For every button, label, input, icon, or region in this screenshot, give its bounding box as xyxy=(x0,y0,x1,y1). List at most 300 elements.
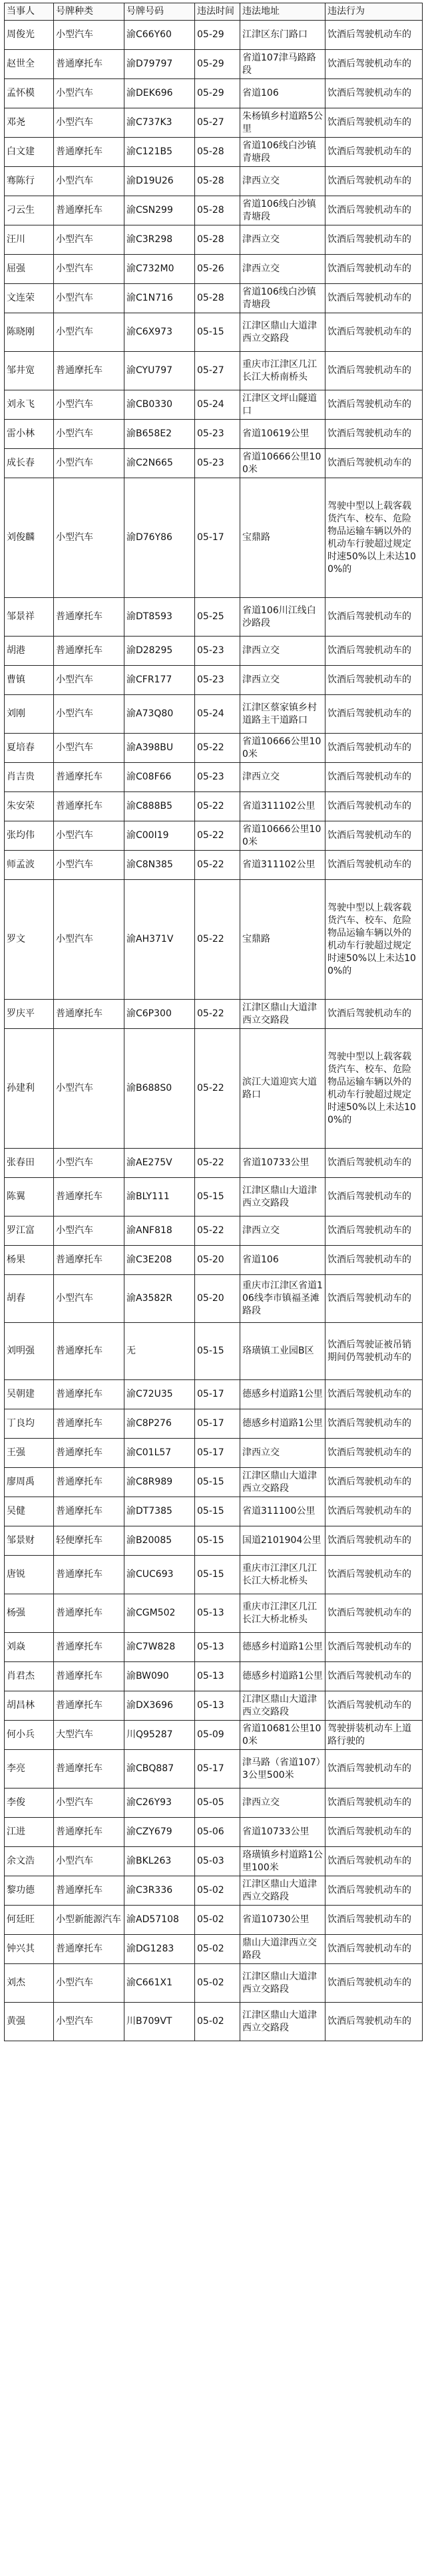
cell-plate-number: 渝D79797 xyxy=(124,50,195,79)
cell-party: 杨强 xyxy=(5,1594,54,1633)
cell-plate-type: 普通摩托车 xyxy=(54,763,124,792)
cell-violation-time: 05-23 xyxy=(195,420,240,449)
cell-violation-address: 省道10733公里 xyxy=(240,1149,325,1178)
table-row xyxy=(5,1721,423,1750)
cell-violation-time: 05-02 xyxy=(195,1876,240,1906)
table-row xyxy=(5,763,423,792)
cell-party: 成长春 xyxy=(5,449,54,478)
table-row xyxy=(5,1275,423,1323)
cell-plate-number: 渝ANF818 xyxy=(124,1216,195,1246)
cell-plate-number: 渝C72U35 xyxy=(124,1380,195,1409)
table-row xyxy=(5,695,423,734)
cell-violation-time: 05-29 xyxy=(195,21,240,50)
cell-plate-type: 小型汽车 xyxy=(54,821,124,851)
cell-violation-address: 津西立交 xyxy=(240,225,325,255)
cell-plate-number: 渝C6X973 xyxy=(124,313,195,352)
cell-party: 肖君杰 xyxy=(5,1662,54,1691)
cell-violation-address: 省道10666公里100米 xyxy=(240,734,325,763)
cell-party: 邹景财 xyxy=(5,1526,54,1556)
cell-plate-number: 渝C2N665 xyxy=(124,449,195,478)
cell-plate-type: 小型汽车 xyxy=(54,734,124,763)
cell-plate-type: 普通摩托车 xyxy=(54,1662,124,1691)
cell-plate-number: 渝C3E208 xyxy=(124,1246,195,1275)
cell-party: 文连荣 xyxy=(5,284,54,313)
cell-plate-number: 渝B658E2 xyxy=(124,420,195,449)
cell-violation-time: 05-05 xyxy=(195,1789,240,1818)
table-row xyxy=(5,1468,423,1497)
cell-plate-type: 小型汽车 xyxy=(54,880,124,1000)
cell-party: 刘俊麟 xyxy=(5,478,54,598)
cell-violation-time: 05-25 xyxy=(195,598,240,637)
cell-violation-time: 05-23 xyxy=(195,763,240,792)
cell-violation-behavior: 饮酒后驾驶机动车的 xyxy=(325,1906,423,1935)
table-row xyxy=(5,1246,423,1275)
cell-plate-number: 渝C121B5 xyxy=(124,138,195,167)
cell-plate-type: 普通摩托车 xyxy=(54,1556,124,1594)
table-row xyxy=(5,637,423,666)
table-row xyxy=(5,851,423,880)
cell-violation-address: 津马路（省道107）3公里500米 xyxy=(240,1750,325,1789)
cell-plate-type: 小型汽车 xyxy=(54,851,124,880)
cell-violation-address: 省道106线白沙镇青塘段 xyxy=(240,196,325,225)
table-row xyxy=(5,50,423,79)
cell-violation-behavior: 饮酒后驾驶证被吊销期间仍驾驶机动车的 xyxy=(325,1323,423,1380)
cell-party: 吴朝建 xyxy=(5,1380,54,1409)
cell-party: 雷小林 xyxy=(5,420,54,449)
cell-violation-behavior: 饮酒后驾驶机动车的 xyxy=(325,792,423,821)
table-row xyxy=(5,1409,423,1439)
table-row xyxy=(5,1964,423,2003)
cell-plate-type: 普通摩托车 xyxy=(54,1594,124,1633)
cell-violation-address: 鼎山大道津西立交路段 xyxy=(240,1935,325,1964)
cell-violation-time: 05-06 xyxy=(195,1818,240,1847)
cell-violation-behavior: 饮酒后驾驶机动车的 xyxy=(325,449,423,478)
cell-violation-behavior: 饮酒后驾驶机动车的 xyxy=(325,1662,423,1691)
cell-plate-type: 小型汽车 xyxy=(54,1789,124,1818)
cell-plate-number: 渝B688S0 xyxy=(124,1029,195,1149)
cell-violation-behavior: 饮酒后驾驶机动车的 xyxy=(325,313,423,352)
cell-party: 张春田 xyxy=(5,1149,54,1178)
cell-violation-time: 05-02 xyxy=(195,1906,240,1935)
cell-plate-type: 小型汽车 xyxy=(54,1847,124,1876)
cell-plate-type: 小型汽车 xyxy=(54,2003,124,2041)
cell-plate-type: 小型汽车 xyxy=(54,1964,124,2003)
cell-violation-time: 05-15 xyxy=(195,1497,240,1526)
cell-party: 胡港 xyxy=(5,637,54,666)
cell-party: 刘刚 xyxy=(5,695,54,734)
cell-plate-type: 小型汽车 xyxy=(54,108,124,138)
cell-violation-address: 珞璜镇工业园B区 xyxy=(240,1323,325,1380)
cell-violation-address: 德感乡村道路1公里 xyxy=(240,1662,325,1691)
cell-violation-behavior: 饮酒后驾驶机动车的 xyxy=(325,196,423,225)
cell-violation-address: 省道107津马路路段 xyxy=(240,50,325,79)
cell-plate-type: 小型汽车 xyxy=(54,695,124,734)
cell-plate-type: 小型汽车 xyxy=(54,1275,124,1323)
cell-plate-number: 川Q95287 xyxy=(124,1721,195,1750)
cell-violation-address: 省道10666公里100米 xyxy=(240,449,325,478)
cell-plate-number: 渝CUC693 xyxy=(124,1556,195,1594)
table-row xyxy=(5,1178,423,1216)
cell-plate-type: 普通摩托车 xyxy=(54,1691,124,1721)
cell-violation-behavior: 饮酒后驾驶机动车的 xyxy=(325,420,423,449)
cell-plate-number: 渝C26Y93 xyxy=(124,1789,195,1818)
cell-violation-behavior: 饮酒后驾驶机动车的 xyxy=(325,50,423,79)
table-row xyxy=(5,1594,423,1633)
cell-violation-time: 05-22 xyxy=(195,1216,240,1246)
cell-violation-time: 05-27 xyxy=(195,352,240,390)
cell-violation-address: 重庆市江津区几江长江大桥北桥头 xyxy=(240,1556,325,1594)
cell-violation-time: 05-24 xyxy=(195,695,240,734)
cell-party: 朱安荣 xyxy=(5,792,54,821)
table-row xyxy=(5,1750,423,1789)
cell-party: 杨果 xyxy=(5,1246,54,1275)
cell-plate-type: 普通摩托车 xyxy=(54,637,124,666)
cell-plate-number: 渝C737K3 xyxy=(124,108,195,138)
table-row xyxy=(5,1149,423,1178)
cell-party: 邹井宽 xyxy=(5,352,54,390)
cell-violation-time: 05-22 xyxy=(195,734,240,763)
cell-plate-number: 渝C3R336 xyxy=(124,1876,195,1906)
cell-violation-address: 省道106线白沙镇青塘段 xyxy=(240,284,325,313)
cell-violation-address: 江津区鼎山大道津西立交路段 xyxy=(240,1178,325,1216)
cell-violation-behavior: 饮酒后驾驶机动车的 xyxy=(325,167,423,196)
cell-plate-number: 渝A3582R xyxy=(124,1275,195,1323)
cell-violation-time: 05-24 xyxy=(195,390,240,420)
cell-violation-behavior: 饮酒后驾驶机动车的 xyxy=(325,108,423,138)
table-row xyxy=(5,79,423,108)
cell-violation-address: 津西立交 xyxy=(240,666,325,695)
cell-violation-time: 05-22 xyxy=(195,821,240,851)
cell-violation-address: 津西立交 xyxy=(240,255,325,284)
cell-plate-number: 渝C8N385 xyxy=(124,851,195,880)
table-row xyxy=(5,352,423,390)
cell-plate-number: 渝CFR177 xyxy=(124,666,195,695)
cell-plate-type: 普通摩托车 xyxy=(54,138,124,167)
cell-violation-time: 05-20 xyxy=(195,1246,240,1275)
cell-violation-time: 05-13 xyxy=(195,1691,240,1721)
cell-violation-time: 05-26 xyxy=(195,255,240,284)
cell-party: 罗庆平 xyxy=(5,1000,54,1029)
cell-party: 夏培春 xyxy=(5,734,54,763)
cell-plate-number: 渝C8R989 xyxy=(124,1468,195,1497)
cell-plate-number: 渝A398BU xyxy=(124,734,195,763)
cell-violation-behavior: 饮酒后驾驶机动车的 xyxy=(325,1409,423,1439)
cell-violation-behavior: 饮酒后驾驶机动车的 xyxy=(325,1633,423,1662)
cell-plate-number: 渝BLY111 xyxy=(124,1178,195,1216)
cell-party: 李俊 xyxy=(5,1789,54,1818)
table-row xyxy=(5,108,423,138)
table-row xyxy=(5,1691,423,1721)
cell-violation-address: 江津区鼎山大道津西立交路段 xyxy=(240,1876,325,1906)
cell-plate-number: 渝C01L57 xyxy=(124,1439,195,1468)
cell-violation-time: 05-28 xyxy=(195,138,240,167)
table-row xyxy=(5,1818,423,1847)
cell-party: 肖吉贵 xyxy=(5,763,54,792)
cell-plate-number: 渝DG1283 xyxy=(124,1935,195,1964)
table-row xyxy=(5,1497,423,1526)
table-row xyxy=(5,284,423,313)
cell-party: 何小兵 xyxy=(5,1721,54,1750)
cell-plate-type: 普通摩托车 xyxy=(54,1468,124,1497)
cell-plate-type: 小型汽车 xyxy=(54,420,124,449)
table-row xyxy=(5,1906,423,1935)
table-row xyxy=(5,478,423,598)
cell-plate-type: 普通摩托车 xyxy=(54,1323,124,1380)
cell-party: 丁良均 xyxy=(5,1409,54,1439)
cell-plate-type: 小型汽车 xyxy=(54,313,124,352)
cell-plate-number: 渝B20085 xyxy=(124,1526,195,1556)
cell-violation-address: 滨江大道迎宾大道路口 xyxy=(240,1029,325,1149)
cell-plate-type: 小型新能源汽车 xyxy=(54,1906,124,1935)
cell-violation-behavior: 饮酒后驾驶机动车的 xyxy=(325,1275,423,1323)
cell-violation-time: 05-17 xyxy=(195,1380,240,1409)
cell-violation-address: 德感乡村道路1公里 xyxy=(240,1409,325,1439)
table-row xyxy=(5,1439,423,1468)
cell-violation-time: 05-29 xyxy=(195,79,240,108)
cell-party: 孙建利 xyxy=(5,1029,54,1149)
cell-party: 屈强 xyxy=(5,255,54,284)
cell-plate-number: 渝CB0330 xyxy=(124,390,195,420)
cell-violation-behavior: 饮酒后驾驶机动车的 xyxy=(325,851,423,880)
table-body xyxy=(5,21,423,2041)
cell-plate-type: 普通摩托车 xyxy=(54,352,124,390)
cell-violation-time: 05-23 xyxy=(195,449,240,478)
cell-violation-behavior: 驾驶中型以上载客载货汽车、校车、危险物品运输车辆以外的机动车行驶超过规定时速50%以上未达100%的 xyxy=(325,1029,423,1149)
cell-violation-address: 宝鼎路 xyxy=(240,478,325,598)
cell-violation-behavior: 饮酒后驾驶机动车的 xyxy=(325,2003,423,2041)
table-row xyxy=(5,255,423,284)
cell-violation-address: 重庆市江津区几江长江大桥北桥头 xyxy=(240,1594,325,1633)
cell-violation-time: 05-15 xyxy=(195,1526,240,1556)
cell-violation-behavior: 饮酒后驾驶机动车的 xyxy=(325,284,423,313)
cell-plate-type: 小型汽车 xyxy=(54,167,124,196)
cell-violation-behavior: 饮酒后驾驶机动车的 xyxy=(325,1149,423,1178)
cell-plate-number: 渝C7W828 xyxy=(124,1633,195,1662)
cell-plate-type: 小型汽车 xyxy=(54,1216,124,1246)
table-row xyxy=(5,313,423,352)
cell-plate-type: 普通摩托车 xyxy=(54,1246,124,1275)
cell-violation-behavior: 饮酒后驾驶机动车的 xyxy=(325,390,423,420)
cell-violation-behavior: 饮酒后驾驶机动车的 xyxy=(325,225,423,255)
cell-plate-number: 渝C732M0 xyxy=(124,255,195,284)
cell-plate-number: 渝BKL263 xyxy=(124,1847,195,1876)
table-row xyxy=(5,821,423,851)
table-row xyxy=(5,138,423,167)
cell-party: 白文建 xyxy=(5,138,54,167)
table-row xyxy=(5,1633,423,1662)
cell-plate-number: 渝DT8593 xyxy=(124,598,195,637)
cell-violation-behavior: 饮酒后驾驶机动车的 xyxy=(325,666,423,695)
cell-plate-type: 小型汽车 xyxy=(54,255,124,284)
cell-plate-type: 普通摩托车 xyxy=(54,1178,124,1216)
cell-party: 张均伟 xyxy=(5,821,54,851)
cell-violation-address: 省道10666公里100米 xyxy=(240,821,325,851)
cell-violation-time: 05-15 xyxy=(195,1556,240,1594)
cell-party: 邓尧 xyxy=(5,108,54,138)
cell-plate-type: 小型汽车 xyxy=(54,79,124,108)
table-row xyxy=(5,1789,423,1818)
cell-party: 孟怀模 xyxy=(5,79,54,108)
cell-violation-address: 省道311100公里 xyxy=(240,1497,325,1526)
cell-violation-address: 江津区鼎山大道津西立交路段 xyxy=(240,313,325,352)
cell-party: 胡昌林 xyxy=(5,1691,54,1721)
table-row xyxy=(5,1216,423,1246)
table-row xyxy=(5,734,423,763)
cell-violation-behavior: 饮酒后驾驶机动车的 xyxy=(325,1691,423,1721)
cell-violation-time: 05-03 xyxy=(195,1847,240,1876)
cell-violation-address: 珞璜镇乡村道路1公里100米 xyxy=(240,1847,325,1876)
cell-plate-type: 轻便摩托车 xyxy=(54,1526,124,1556)
cell-party: 李亮 xyxy=(5,1750,54,1789)
cell-violation-time: 05-28 xyxy=(195,167,240,196)
cell-violation-address: 省道10619公里 xyxy=(240,420,325,449)
cell-plate-number: 渝CGM502 xyxy=(124,1594,195,1633)
cell-plate-number: 川B709VT xyxy=(124,2003,195,2041)
cell-violation-behavior: 饮酒后驾驶机动车的 xyxy=(325,1439,423,1468)
cell-party: 刁云生 xyxy=(5,196,54,225)
cell-violation-behavior: 饮酒后驾驶机动车的 xyxy=(325,1380,423,1409)
cell-violation-address: 省道106川江线白沙路段 xyxy=(240,598,325,637)
cell-party: 何廷旺 xyxy=(5,1906,54,1935)
cell-violation-address: 江津区鼎山大道津西立交路段 xyxy=(240,1964,325,2003)
cell-plate-type: 普通摩托车 xyxy=(54,1439,124,1468)
cell-violation-time: 05-13 xyxy=(195,1662,240,1691)
cell-plate-number: 渝DT7385 xyxy=(124,1497,195,1526)
table-row xyxy=(5,1323,423,1380)
table-row xyxy=(5,666,423,695)
cell-violation-behavior: 饮酒后驾驶机动车的 xyxy=(325,734,423,763)
cell-violation-behavior: 饮酒后驾驶机动车的 xyxy=(325,1750,423,1789)
cell-party: 陈翼 xyxy=(5,1178,54,1216)
cell-violation-address: 津西立交 xyxy=(240,1439,325,1468)
table-row xyxy=(5,1029,423,1149)
cell-party: 刘焱 xyxy=(5,1633,54,1662)
cell-violation-behavior: 饮酒后驾驶机动车的 xyxy=(325,255,423,284)
table-row xyxy=(5,1526,423,1556)
cell-plate-type: 小型汽车 xyxy=(54,21,124,50)
cell-plate-number: 渝BW090 xyxy=(124,1662,195,1691)
cell-violation-behavior: 饮酒后驾驶机动车的 xyxy=(325,1497,423,1526)
table-row xyxy=(5,21,423,50)
cell-plate-number: 渝CBQ887 xyxy=(124,1750,195,1789)
cell-violation-time: 05-28 xyxy=(195,196,240,225)
cell-violation-address: 津西立交 xyxy=(240,1789,325,1818)
cell-violation-address: 省道10681公里100米 xyxy=(240,1721,325,1750)
cell-plate-number: 渝AE275V xyxy=(124,1149,195,1178)
cell-violation-address: 省道10730公里 xyxy=(240,1906,325,1935)
cell-plate-type: 大型汽车 xyxy=(54,1721,124,1750)
cell-violation-time: 05-02 xyxy=(195,1964,240,2003)
cell-party: 胡春 xyxy=(5,1275,54,1323)
header-party: 当事人 xyxy=(5,3,54,21)
cell-plate-number: 渝C888B5 xyxy=(124,792,195,821)
cell-party: 廖周禹 xyxy=(5,1468,54,1497)
cell-violation-behavior: 饮酒后驾驶机动车的 xyxy=(325,1468,423,1497)
cell-violation-behavior: 饮酒后驾驶机动车的 xyxy=(325,21,423,50)
cell-party: 钟兴其 xyxy=(5,1935,54,1964)
cell-violation-behavior: 驾驶拼装机动车上道路行驶的 xyxy=(325,1721,423,1750)
cell-party: 江进 xyxy=(5,1818,54,1847)
cell-plate-type: 普通摩托车 xyxy=(54,792,124,821)
cell-party: 王强 xyxy=(5,1439,54,1468)
cell-plate-type: 普通摩托车 xyxy=(54,1497,124,1526)
cell-violation-address: 江津区鼎山大道津西立交路段 xyxy=(240,1468,325,1497)
table-row xyxy=(5,420,423,449)
cell-violation-address: 江津区文坪山隧道口 xyxy=(240,390,325,420)
cell-plate-number: 渝D28295 xyxy=(124,637,195,666)
cell-plate-type: 小型汽车 xyxy=(54,284,124,313)
table-row xyxy=(5,225,423,255)
cell-plate-number: 渝DEK696 xyxy=(124,79,195,108)
cell-violation-address: 江津区鼎山大道津西立交路段 xyxy=(240,1000,325,1029)
cell-plate-number: 渝AH371V xyxy=(124,880,195,1000)
cell-plate-number: 渝CZY679 xyxy=(124,1818,195,1847)
cell-violation-behavior: 饮酒后驾驶机动车的 xyxy=(325,1847,423,1876)
cell-violation-behavior: 驾驶中型以上载客载货汽车、校车、危险物品运输车辆以外的机动车行驶超过规定时速50%以上未达100%的 xyxy=(325,880,423,1000)
cell-plate-number: 无 xyxy=(124,1323,195,1380)
table-row xyxy=(5,1556,423,1594)
cell-plate-type: 小型汽车 xyxy=(54,390,124,420)
header-violation-address: 违法地址 xyxy=(240,3,325,21)
cell-violation-time: 05-17 xyxy=(195,478,240,598)
cell-violation-behavior: 饮酒后驾驶机动车的 xyxy=(325,79,423,108)
cell-violation-time: 05-15 xyxy=(195,313,240,352)
cell-violation-time: 05-22 xyxy=(195,1149,240,1178)
cell-violation-address: 朱杨镇乡村道路5公里 xyxy=(240,108,325,138)
header-plate-type: 号牌种类 xyxy=(54,3,124,21)
cell-violation-address: 省道106 xyxy=(240,1246,325,1275)
cell-violation-time: 05-29 xyxy=(195,50,240,79)
cell-plate-type: 普通摩托车 xyxy=(54,1818,124,1847)
table-row xyxy=(5,167,423,196)
cell-violation-time: 05-23 xyxy=(195,637,240,666)
cell-violation-time: 05-15 xyxy=(195,1178,240,1216)
cell-party: 汪川 xyxy=(5,225,54,255)
cell-plate-number: 渝D76Y86 xyxy=(124,478,195,598)
cell-violation-time: 05-15 xyxy=(195,1323,240,1380)
cell-violation-behavior: 饮酒后驾驶机动车的 xyxy=(325,1246,423,1275)
table-row xyxy=(5,598,423,637)
cell-party: 刘永飞 xyxy=(5,390,54,420)
cell-violation-time: 05-22 xyxy=(195,1000,240,1029)
cell-violation-behavior: 驾驶中型以上载客载货汽车、校车、危险物品运输车辆以外的机动车行驶超过规定时速50%以上未达100%的 xyxy=(325,478,423,598)
cell-plate-number: 渝D19U26 xyxy=(124,167,195,196)
cell-plate-type: 普通摩托车 xyxy=(54,1876,124,1906)
cell-plate-number: 渝C1N716 xyxy=(124,284,195,313)
cell-violation-behavior: 饮酒后驾驶机动车的 xyxy=(325,1964,423,2003)
cell-party: 师孟波 xyxy=(5,851,54,880)
cell-violation-address: 津西立交 xyxy=(240,637,325,666)
cell-violation-behavior: 饮酒后驾驶机动车的 xyxy=(325,138,423,167)
cell-plate-type: 普通摩托车 xyxy=(54,1935,124,1964)
cell-violation-behavior: 饮酒后驾驶机动车的 xyxy=(325,1789,423,1818)
cell-violation-behavior: 饮酒后驾驶机动车的 xyxy=(325,598,423,637)
cell-violation-behavior: 饮酒后驾驶机动车的 xyxy=(325,1818,423,1847)
cell-violation-address: 江津区蔡家镇乡村道路主干道路口 xyxy=(240,695,325,734)
cell-violation-behavior: 饮酒后驾驶机动车的 xyxy=(325,1526,423,1556)
cell-party: 陈晓刚 xyxy=(5,313,54,352)
cell-violation-behavior: 饮酒后驾驶机动车的 xyxy=(325,1935,423,1964)
cell-plate-type: 小型汽车 xyxy=(54,1029,124,1149)
cell-party: 骞陈行 xyxy=(5,167,54,196)
cell-plate-type: 普通摩托车 xyxy=(54,50,124,79)
cell-violation-time: 05-13 xyxy=(195,1633,240,1662)
cell-violation-behavior: 饮酒后驾驶机动车的 xyxy=(325,1000,423,1029)
cell-party: 曹镇 xyxy=(5,666,54,695)
cell-violation-time: 05-09 xyxy=(195,1721,240,1750)
cell-violation-time: 05-20 xyxy=(195,1275,240,1323)
cell-plate-number: 渝C6P300 xyxy=(124,1000,195,1029)
